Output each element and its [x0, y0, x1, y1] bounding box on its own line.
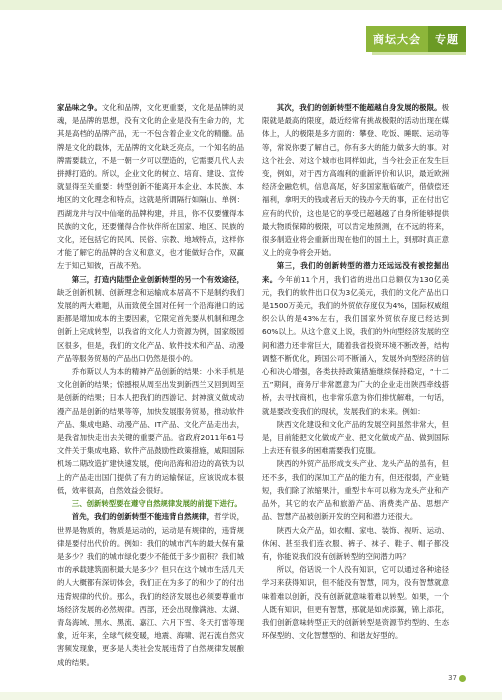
paragraph: 所以，俗话说一个人没有知识，它可以通过各种途径学习来获得知识，但不能没有智慧，同为，没有智慧就意味着难以创新，没有创新就意味着难以转型。如果，一个人既有知识，但更有智慧，那就是如虎添翼，锦上添花，我们创新意味转型正天的创新转型是资源节约型的、生态环保型的、文化智慧型的、和谐友好型的。 — [262, 565, 449, 641]
paragraph: 家品味之争。文化和品牌，文化更重要，文化是品牌的灵魂，是品牌的思想，没有文化的企业是没有生命力的，尤其是高档的品牌产品，无一不包含着企业文化的精髓。品牌是文化的载体，无品牌的文化缺乏亮点，一个知名的品牌需要载立，不是一朝一夕可以塑造的，它需要几代人去拼搏打造的。所以，企业文化的树立、培育、建设、宣传就显得至关重要：转型创新不能离开本企业、本民族、本地区的文化理念和特点，这就是所谓隔行如隔山、单例：西湖龙井与汉中仙毫的品牌构建，并且，你不仅要懂得本民族的文化，还要懂得合作伙伴所在国家、地区、民族的文化，还包括它的民风、民俗、宗教、地域特点，这样你才能了解它的品牌的含义和意义，也才能做好合作，双赢左于知己知彼，百战不殆。 — [57, 103, 244, 271]
top-decor-band — [0, 0, 502, 10]
bottom-decor-band — [0, 692, 502, 700]
paragraph: 陕西大众产品，如衣帽、家电、装饰、视听、运动、休闲、甚至我们连衣服、裤子、袜子、鞋子、帽子都没有，你能说我们没有创新转型的空间潜力吗？ — [262, 525, 449, 561]
paragraph: 首先，我们的创新转型不能违背自然规律，哲学说，世界是物质的，物质是运动的，运动是有规律的，违背规律是要付出代价的。例如：我们的城市汽车的最大保有量是多少？我们的城市绿化要少不能低于多少面积？我们城市的承载建筑面积最大是多少？但只在这个城市生活几天的人大概都有深切体会，我们正在为多了的和少了的付出违背规律的代价。那么，我们的经济发展也必须要尊重市场经济发展的必然规律。西部，还会出现像满池、太湖、青岛海域、黑水、黑流、嘉江、六月下雪、冬天打雷等现象，近年来，全球气候变暖，地震、海啸、泥石流自然灾害频发现象，更多是人类社会发展违背了自然规律发展酿成的结果。 — [57, 512, 244, 667]
paragraph: 陕西的外贸产品形成支头产业、龙头产品的虽有，但还不多，我们的深加工产品的能力有，但还很弱，产业链短，我们除了浓缩果汁，重型卡车可以称为龙头产业和产品外，其它的农产品和旅游产品、消费类产品、思想产品、智慧产品被创新开发的空间和潜力还很大。 — [262, 459, 449, 522]
right-column — [262, 101, 449, 656]
brand-label: 商坛大会 — [366, 26, 428, 52]
page-number: 37 — [448, 674, 466, 682]
paragraph: 第三，打造内陆型企业创新转型的另一个有效途径，缺乏创新机制、创新理念和运输成本居高不下是制约我们发展的两大难题，从而致使全国对任何一个沿海港口的远距都是增加成本的主要因素，它限定首先要从机制和理念创新上完成转型，以我省的文化人力资源为例，国家级园区很多，但是，我们的文化产品、软件技术和产品、动漫产品等服务贸易的产品出口仍然是很小的。 — [57, 274, 244, 363]
left-column — [57, 101, 244, 667]
paragraph: 乔布斯以人为本的精神产品创新的结果：小米手机是文化创新的结果；惊撼根从周至出发到新西兰又回到周至是创新的结果；日本人把我们的西游记、封神演义做成动漫产品是创新的结果等等，加快发展服务贸易，推动软件产品、集成电路、动漫产品、IT产品、文化产品走出去，是我省加快走出去关键的重要产品。省政府2011年61号文件关于集成电路、软件产品鼓励性政策措施，咸阳国际机场二期改造扩建快速发展，使向沿海和沿边的高铁为以上的产品走出国门提供了有力的运输保证，应该说成本很低，效率很高，自然效益会很好。 — [57, 367, 244, 495]
paragraph: 第三，我们的创新转型的潜力还远远没有被挖掘出来。今年前11个月，我们省的进出口总额仅为130亿美元，我们的软件出口仅为3亿美元，我们的文化产品出口是1500万美元，我们的外贸依存度仅为4%，国际权威组织公认的是43%左右，我们国家外贸依存度已经达到60%以上。从这个意义上说，我们的外向型经济发展的空间和潜力还非常巨大，随着我省投资环境不断改善，结构调整不断优化，跨国公司不断涌入，发展外向型经济的信心和决心增强，各类扶持政策措施继续保持稳定，“十二五”期间，商务厅非常愿意为广大的企业走出陕西牵线搭桥，去寻找商机，也非常乐意为你们排忧解难，一句话，就是要改变我们的现状，发展我们的未来。例如： — [262, 261, 449, 416]
paragraph: 其次，我们的创新转型不能超越自身发展的极限。极限就是最高的限度，最近经常有挑战极限的活动出现在媒体上，人的极限是多方面的：攀登、吃饭、睡眠、运动等等，常说你要了解自己，你有多大的能力做多大的事。对这个社会、对这个城市也同样如此，当今社会正在发生巨变，例如，对于西方高端利的重新评价和认识，最近欧洲经济金融危机，信息高尾，好多国家瓶临破产，借债偿还福利，拿明天的钱或者后天的钱办今天的事，正在付出它应有的代价，这也是它的享受已超越越了自身所能够提供最大物质保障的极限，可以肯定地预测，在不远的将来，很多制造业将会重新出现在他们的国土上，到那时真正意义上的竞争将会开始。 — [262, 103, 449, 258]
page-marker-icon — [459, 675, 466, 682]
header-underline — [372, 52, 466, 55]
section-label: 专题 — [428, 26, 466, 52]
subheading: 三、创新转型要在遵守自然规律发展的前提下进行。 — [71, 499, 242, 509]
paragraph: 陕西文化建设和文化产品的发展空间虽然非常大，但是，目前能把文化做成产业、把文化做成产品、做到国际上去还有很多的困难需要我们克服。 — [262, 419, 449, 456]
section-header — [366, 26, 466, 52]
article-body — [57, 101, 449, 667]
